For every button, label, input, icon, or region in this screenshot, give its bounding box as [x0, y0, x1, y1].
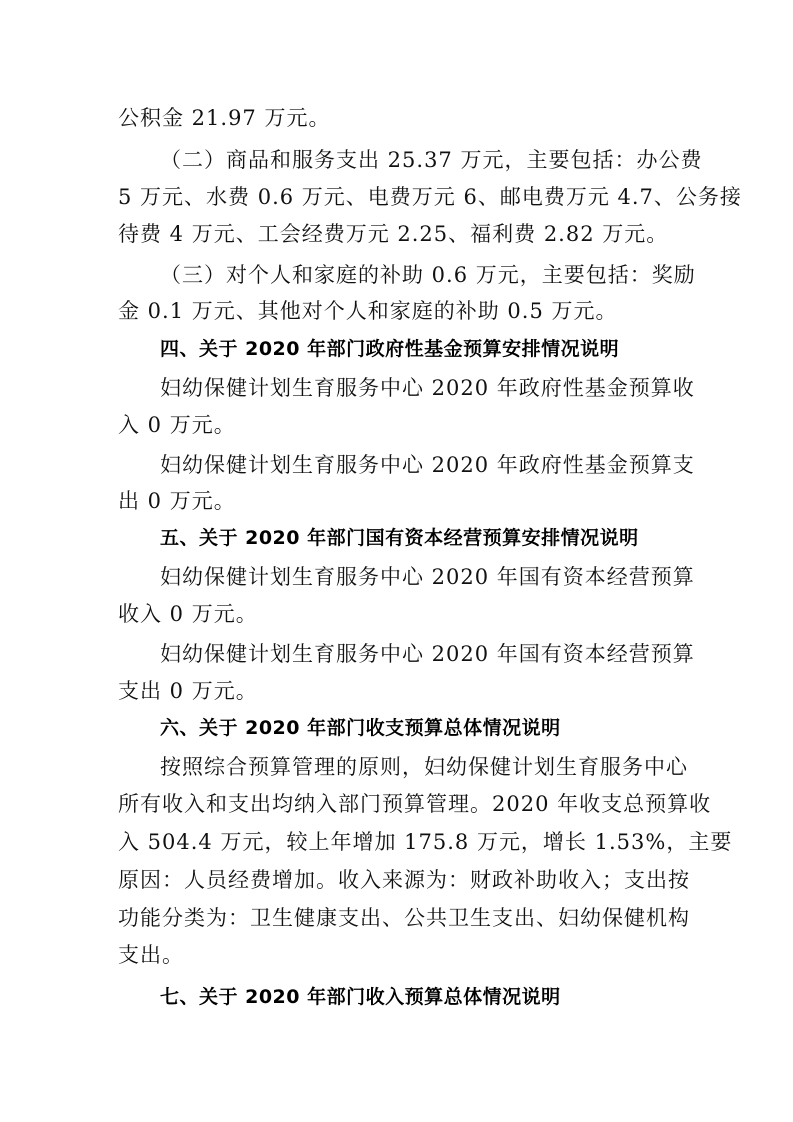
- section-heading-7: 七、关于 2020 年部门收入预算总体情况说明: [160, 986, 561, 1008]
- text-line: 妇幼保健计划生育服务中心 2020 年国有资本经营预算: [160, 642, 695, 666]
- text-line: 5 万元、水费 0.6 万元、电费万元 6、邮电费万元 4.7、公务接: [118, 185, 742, 209]
- text-line: （二）商品和服务支出 25.37 万元，主要包括：办公费: [160, 148, 703, 172]
- text-line: 入 504.4 万元，较上年增加 175.8 万元，增长 1.53%，主要: [118, 830, 733, 854]
- section-heading-4: 四、关于 2020 年部门政府性基金预算安排情况说明: [160, 338, 620, 360]
- text-line: 待费 4 万元、工会经费万元 2.25、福利费 2.82 万元。: [118, 222, 669, 246]
- text-line: 妇幼保健计划生育服务中心 2020 年政府性基金预算支: [160, 453, 695, 477]
- text-line: 金 0.1 万元、其他对个人和家庭的补助 0.5 万元。: [118, 299, 618, 323]
- text-line: 原因：人员经费增加。收入来源为：财政补助收入；支出按: [118, 868, 690, 892]
- text-line: 入 0 万元。: [118, 413, 236, 437]
- text-line: 收入 0 万元。: [118, 602, 258, 626]
- text-line: 功能分类为：卫生健康支出、公共卫生支出、妇幼保健机构: [118, 906, 690, 930]
- text-line: 按照综合预算管理的原则，妇幼保健计划生育服务中心: [160, 755, 688, 779]
- text-line: 妇幼保健计划生育服务中心 2020 年国有资本经营预算: [160, 565, 695, 589]
- section-heading-5: 五、关于 2020 年部门国有资本经营预算安排情况说明: [160, 527, 639, 549]
- text-line: 支出 0 万元。: [118, 679, 258, 703]
- text-line: 公积金 21.97 万元。: [118, 106, 331, 130]
- text-line: 所有收入和支出均纳入部门预算管理。2020 年收支总预算收: [118, 792, 712, 816]
- section-heading-6: 六、关于 2020 年部门收支预算总体情况说明: [160, 717, 561, 739]
- text-line: 支出。: [118, 943, 184, 967]
- text-line: 妇幼保健计划生育服务中心 2020 年政府性基金预算收: [160, 376, 695, 400]
- text-line: （三）对个人和家庭的补助 0.6 万元，主要包括：奖励: [160, 263, 696, 287]
- text-line: 出 0 万元。: [118, 489, 236, 513]
